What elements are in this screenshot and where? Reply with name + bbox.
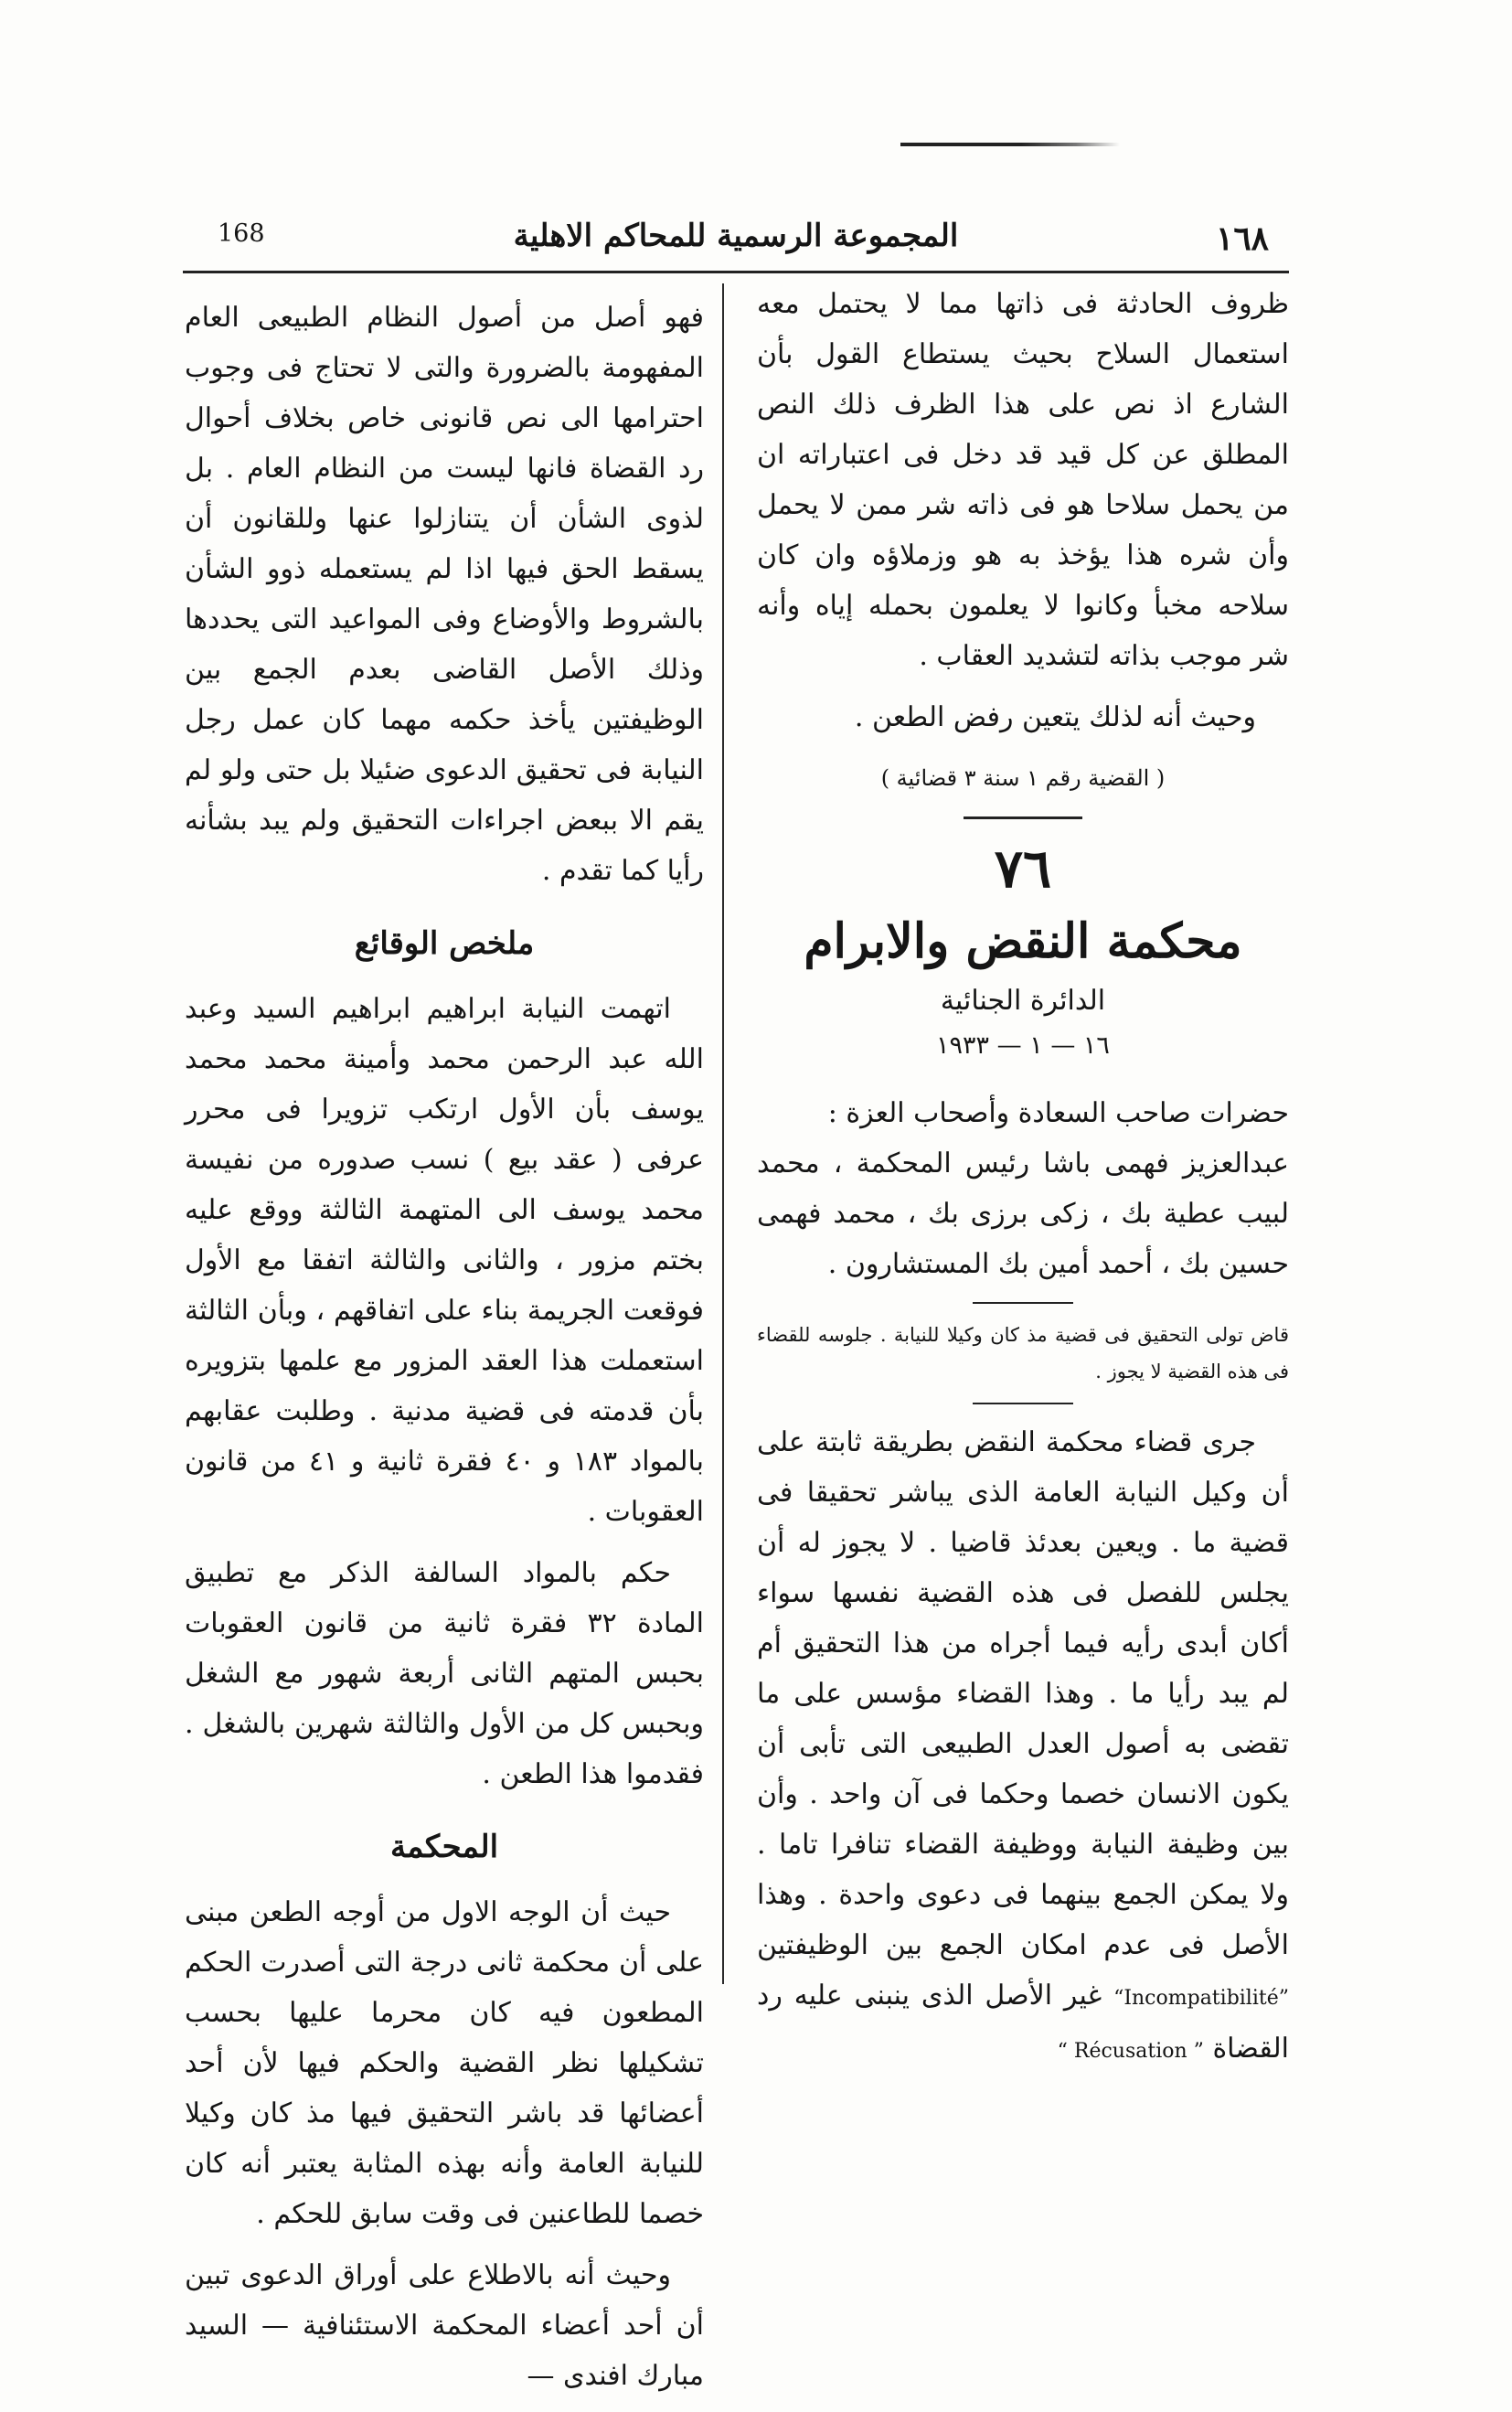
top-decorative-rule	[900, 143, 1120, 146]
continuation-paragraph: ظروف الحادثة فى ذاتها مما لا يحتمل معه استعمال السلاح بحيث يستطاع القول بأن الشارع اذ نص على هذا الظرف ذلك النص المطلق عن كل قيد قد دخل فى اعتباراته ان من يحمل سلاحا هو فى ذاته شر ممن لا يحمل وأن شره هذا يؤخذ به هو وزملاؤه وان كان سلاحه مخبأ وكانوا لا يعلمون بحمله إياه وأنه شر موجب بذاته لتشديد العقاب .	[757, 288, 1289, 672]
right-column	[757, 279, 1289, 2087]
chamber-name: الدائرة الجنائية	[940, 985, 1106, 1017]
headnote: قاض تولى التحقيق فى قضية مذ كان وكيلا للنيابة . جلوسه للقضاء فى هذه القضية لا يجوز .	[757, 1324, 1289, 1382]
principle-text-continued: غير الأصل الذى ينبنى عليه رد القضاة	[757, 1980, 1289, 2065]
continuation-paragraph: فهو أصل من أصول النظام الطبيعى العام المفهومة بالضرورة والتى لا تحتاج فى وجوب احترامها الى نص قانونى خاص بخلاف أحوال رد القضاة فانها ليست من النظام العام . بل لذوى الشأن أن يتنازلوا عنها وللقانون أن يسقط الحق فيها اذا لم يستعمله ذوو الشأن بالشروط والأوضاع وفى المواعيد التى يحددها وذلك الأصل القاضى بعدم الجمع بين الوظيفتين يأخذ حكمه مهما كان عمل رجل النيابة فى تحقيق الدعوى ضئيلا بل حتى ولو لم يقم الا ببعض اجراءات التحقيق ولم يبد بشأنه رأيا كما تقدم .	[185, 302, 704, 887]
verdict-paragraph: حكم بالمواد السالفة الذكر مع تطبيق المادة ٣٢ فقرة ثانية من قانون العقوبات بحبس المتهم الثانى أربعة شهور مع الشغل وبحبس كل من الأول والثالثة شهرين بالشغل . فقدموا هذا الطعن .	[185, 1557, 704, 1790]
court-name: محكمة النقض والابرام	[804, 913, 1242, 969]
facts-paragraph: اتهمت النيابة ابراهيم ابراهيم السيد وعبد الله عبد الرحمن محمد وأمينة محمد محمد يوسف بأن الأول ارتكب تزويرا فى محرر عرفى ( عقد بيع ) نسب صدوره من نفيسة محمد يوسف الى المتهمة الثالثة ووقع عليه بختم مزور ، والثانى والثالثة اتفقا مع الأول فوقعت الجريمة بناء على اتفاقهم ، وبأن الثالثة استعملت هذا العقد المزور مع علمها بتزويره بأن قدمته فى قضية مدنية . وطلبت عقابهم بالمواد ١٨٣ و ٤٠ فقرة ثانية و ٤١ من قانون العقوبات .	[185, 993, 705, 1528]
conclusion-paragraph: وحيث أنه لذلك يتعين رفض الطعن .	[854, 701, 1256, 733]
latin-term-recusation: “ Récusation ”	[1057, 2040, 1204, 2063]
section-separator	[964, 816, 1082, 819]
running-title: المجموعة الرسمية للمحاكم الاهلية	[513, 218, 959, 254]
judges-block	[757, 1088, 1289, 1289]
judgment-number: ٧٦	[994, 838, 1052, 900]
judgment-date: ١٦ — ١ — ١٩٣٣	[936, 1031, 1110, 1060]
facts-heading: ملخص الوقائع	[354, 925, 535, 962]
judges-list: عبدالعزيز فهمى باشا رئيس المحكمة ، محمد لبيب عطية بك ، زكى برزى بك ، محمد فهمى حسين بك ، أحمد أمين بك المستشارون .	[757, 1147, 1289, 1280]
judges-intro: حضرات صاحب السعادة وأصحاب العزة :	[827, 1097, 1289, 1129]
principle-text: جرى قضاء محكمة النقض بطريقة ثابتة على أن وكيل النيابة العامة الذى يباشر تحقيقا فى قضية ما . ويعين بعدئذ قاضيا . لا يجوز له أن يجلس للفصل فى هذه القضية نفسها سواء أكان أبدى رأيه فيما أجراه من هذا التحقيق أم لم يبد رأيا ما . وهذا القضاء مؤسس على ما تقضى به أصول العدل الطبيعى التى تأبى أن يكون الانسان خصما وحكما فى آن واحد . وأن بين وظيفة النيابة ووظيفة القضاء تنافرا تاما . ولا يمكن الجمع بينهما فى دعوى واحدة . وهذا الأصل فى عدم امكان الجمع بين الوظيفتين	[757, 1426, 1289, 1961]
case-reference: ( القضية رقم ١ سنة ٣ قضائية )	[880, 765, 1166, 791]
reasoning-paragraph: وحيث أنه بالاطلاع على أوراق الدعوى تبين أن أحد أعضاء المحكمة الاستئنافية — السيد مبارك افندى —	[185, 2259, 704, 2392]
reasoning-paragraph: حيث أن الوجه الاول من أوجه الطعن مبنى على أن محكمة ثانى درجة التى أصدرت الحكم المطعون فيه كان محرما عليها بحسب تشكيلها نظر القضية والحكم فيها لأن أحد أعضائها قد باشر التحقيق فيها مذ كان وكيلا للنيابة العامة وأنه بهذه المثابة يعتبر أنه كان خصما للطاعنين فى وقت سابق للحكم .	[185, 1896, 704, 2230]
left-column	[185, 293, 704, 2412]
principle-paragraph	[757, 1417, 1289, 2076]
page-header	[183, 218, 1289, 273]
latin-term-incompatibilite: “Incompatibilité”	[1113, 1987, 1289, 2010]
column-divider	[722, 283, 724, 1984]
court-heading: المحكمة	[389, 1829, 499, 1865]
headnote-separator-bottom	[973, 1403, 1073, 1404]
headnote-separator-top	[973, 1302, 1073, 1304]
page-number-latin: 168	[218, 219, 265, 248]
page-number-arabic: ١٦٨	[1215, 219, 1269, 258]
